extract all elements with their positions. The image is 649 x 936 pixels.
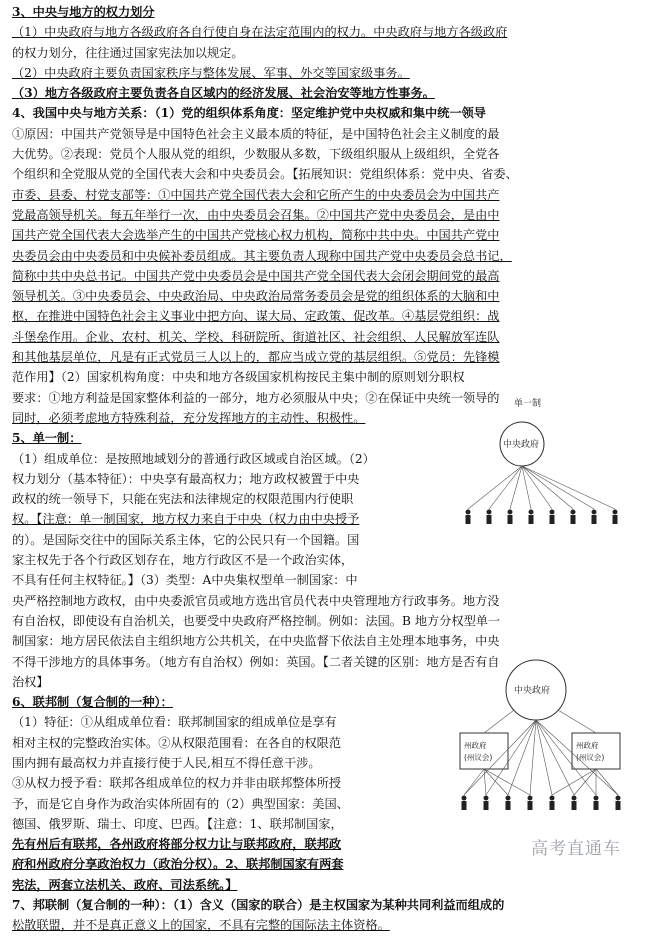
text-line: 6、联邦制（复合制的一种）： xyxy=(12,695,173,710)
person-icon xyxy=(550,796,555,801)
text-line: 4、我国中央与地方关系：（1）党的组织体系角度：坚定维护党中央权威和集中统一领导 xyxy=(12,106,486,121)
text-line: 范作用】（2）国家机构角度：中央和地方各级国家机构按民主集中制的原则划分职权 xyxy=(12,370,465,385)
diagram1-center: 中央政府 xyxy=(503,440,540,450)
person-icon xyxy=(487,510,492,515)
text-line: 的）。是国际交往中的国际关系主体，它的公民只有一个国籍。国 xyxy=(12,532,360,547)
watermark: 高考直通车 xyxy=(531,839,621,859)
text-line: 和其他基层单位，凡是有正式党员三人以上的，都应当成立党的基层组织。⑤党员：先锋模 xyxy=(12,350,500,365)
text-line: （3）地方各级政府主要负责各自区域内的经济发展、社会治安等地方性事务。 xyxy=(12,86,435,101)
text-line: （2）中央政府主要负责国家秩序与整体发展、军事、外交等国家级事务。 xyxy=(12,65,410,80)
text-line: 领导机关。③中央委员会、中央政治局、中央政治局常务委员会是党的组织体系的大脑和中 xyxy=(12,289,500,304)
text-line: 要求：①地方利益是国家整体利益的一部分，地方必须服从中央；②在保证中央统一领导的 xyxy=(12,390,500,405)
diagram1-title: 单一制 xyxy=(514,399,542,409)
text-line: 治权】 xyxy=(12,674,49,689)
text-line: 大优势。②表现：党员个人服从党的组织，少数服从多数，下级组织服从上级组织，全党各 xyxy=(12,147,500,162)
person-icon xyxy=(572,796,577,801)
text-line: 宪法，两套立法机关、政府、司法系统。】 xyxy=(12,877,238,892)
text-line: 个组织和全党服从党的全国代表大会和中央委员会。【拓展知识：党组织体系：党中央、省委、 xyxy=(12,167,518,182)
text-line: 不具有任何主权特征。】（3）类型：A中央集权型单一制国家：中 xyxy=(12,573,358,588)
text-line: 国共产党全国代表大会选举产生的中国共产党核心权力机构，简称中共中央。中国共产党中 xyxy=(12,228,500,243)
person-icon xyxy=(466,510,471,515)
text-line: （1）组成单位：是按照地域划分的普通行政区域或自治区域。（2） xyxy=(12,451,375,466)
text-line: 政权的统一领导下，只能在宪法和法律规定的权限范围内行使职 xyxy=(12,492,354,507)
text-line: 松散联盟，并不是真正意义上的国家，不具有完整的国际法主体资格。 xyxy=(12,918,390,933)
text-line: 予，而是它自身作为政治实体所固有的（2）典型国家：美国、 xyxy=(12,796,349,811)
text-line: 5、单一制： xyxy=(12,431,82,446)
person-icon xyxy=(508,510,513,515)
text-line: 3、中央与地方的权力划分 xyxy=(12,5,155,19)
text-line: 家主权先于各个行政区划存在，地方行政区不是一个政治实体， xyxy=(12,553,354,568)
text-line: ①原因：中国共产党领导是中国特色社会主义最本质的特征，是中国特色社会主义制度的最 xyxy=(12,126,500,141)
text-line: 简称中共中央总书记。中国共产党中央委员会是中国共产党全国代表大会闭会期间党的最高 xyxy=(12,268,500,283)
person-icon xyxy=(550,510,555,515)
person-icon xyxy=(571,510,576,515)
text-line: 先有州后有联邦，各州政府将部分权力让与联邦政府，联邦政 xyxy=(12,837,342,852)
text-line: 同时，必须考虑地方特殊利益，充分发挥地方的主动性、积极性。 xyxy=(12,410,366,425)
text-line: 斗堡垒作用。企业、农村、机关、学校、科研院所、街道社区、社会组织、人民解放军连队 xyxy=(12,329,500,344)
text-line: 权力划分（基本特征）：中央享有最高权力；地方政权被置于中央 xyxy=(12,471,360,486)
text-line: 7、邦联制（复合制的一种）：（1）含义（国家的联合）是主权国家为某种共同利益而组成的 xyxy=(12,898,505,913)
text-line: ③从权力授予看：联邦各组成单位的权力并非由联邦整体所授 xyxy=(12,776,342,791)
text-line: 有自治权，即使设有自治机关，也要受中央政府严格控制。例如：法国。B 地方分权型单一 xyxy=(12,613,501,628)
person-icon xyxy=(613,510,618,515)
text-line: （1）中央政府与地方各级政府各自行使自身在法定范围内的权力。中央政府与地方各级政府 xyxy=(12,25,508,40)
person-icon xyxy=(484,796,489,801)
person-icon xyxy=(528,796,533,801)
text-line: 制国家：地方居民依法自主组织地方公共机关，在中央监督下依法自主处理本地事务，中央 xyxy=(12,634,500,649)
text-line: 央委员会由中央委员和中央候补委员组成。其主要负责人现称中国共产党中央委员会总书记， xyxy=(12,248,512,263)
text-line: 围内拥有最高权力并直接行使于人民,相互不得任意干涉。 xyxy=(12,755,321,770)
person-icon xyxy=(462,796,467,801)
text-line: 德国、俄罗斯、瑞士、印度、巴西。【注意：1、联邦制国家， xyxy=(12,816,343,831)
text-line: （1）特征：①从组成单位看：联邦制国家的组成单位是享有 xyxy=(12,715,337,730)
person-icon xyxy=(592,510,597,515)
diagram2-left: 州政府 xyxy=(464,741,487,750)
federal-system-diagram xyxy=(454,648,636,828)
text-line: 府和州政府分享政治权力（政治分权）。2、联邦制国家有两套 xyxy=(12,857,344,872)
person-icon xyxy=(529,510,534,515)
unitary-system-diagram xyxy=(454,392,636,542)
person-icon xyxy=(506,796,511,801)
text-line: 相对主权的完整政治实体。②从权限范围看：在各自的权限范 xyxy=(12,735,342,750)
text-line: 党最高领导机关。每五年举行一次，由中央委员会召集。②中国共产党中央委员会，是由中 xyxy=(12,207,500,222)
diagram2-right: 州政府 xyxy=(576,741,599,750)
text-line: 的权力划分，往往通过国家宪法加以规定。 xyxy=(12,45,244,60)
svg-text:(州议会): (州议会) xyxy=(576,753,605,762)
text-line: 不得干涉地方的具体事务。（地方有自治权）例如：英国。【二者关键的区别：地方是否有自 xyxy=(12,654,500,669)
text-line: 央严格控制地方政权，由中央委派官员或地方选出官员代表中央管理地方行政事务。地方没 xyxy=(12,593,500,608)
diagram2-center: 中央政府 xyxy=(514,686,551,696)
person-icon xyxy=(594,796,599,801)
text-line: 枢，在推进中国特色社会主义事业中把方向、谋大局、定政策、促改革。④基层党组织：战 xyxy=(12,309,500,324)
text-line: 权。【注意：单一制国家，地方权力来自于中央（权力由中央授予 xyxy=(12,512,360,527)
svg-text:(州议会): (州议会) xyxy=(464,753,493,762)
text-line: 市委、县委、村党支部等：①中国共产党全国代表大会和它所产生的中央委员会为中国共产 xyxy=(12,187,500,202)
person-icon xyxy=(616,796,621,801)
